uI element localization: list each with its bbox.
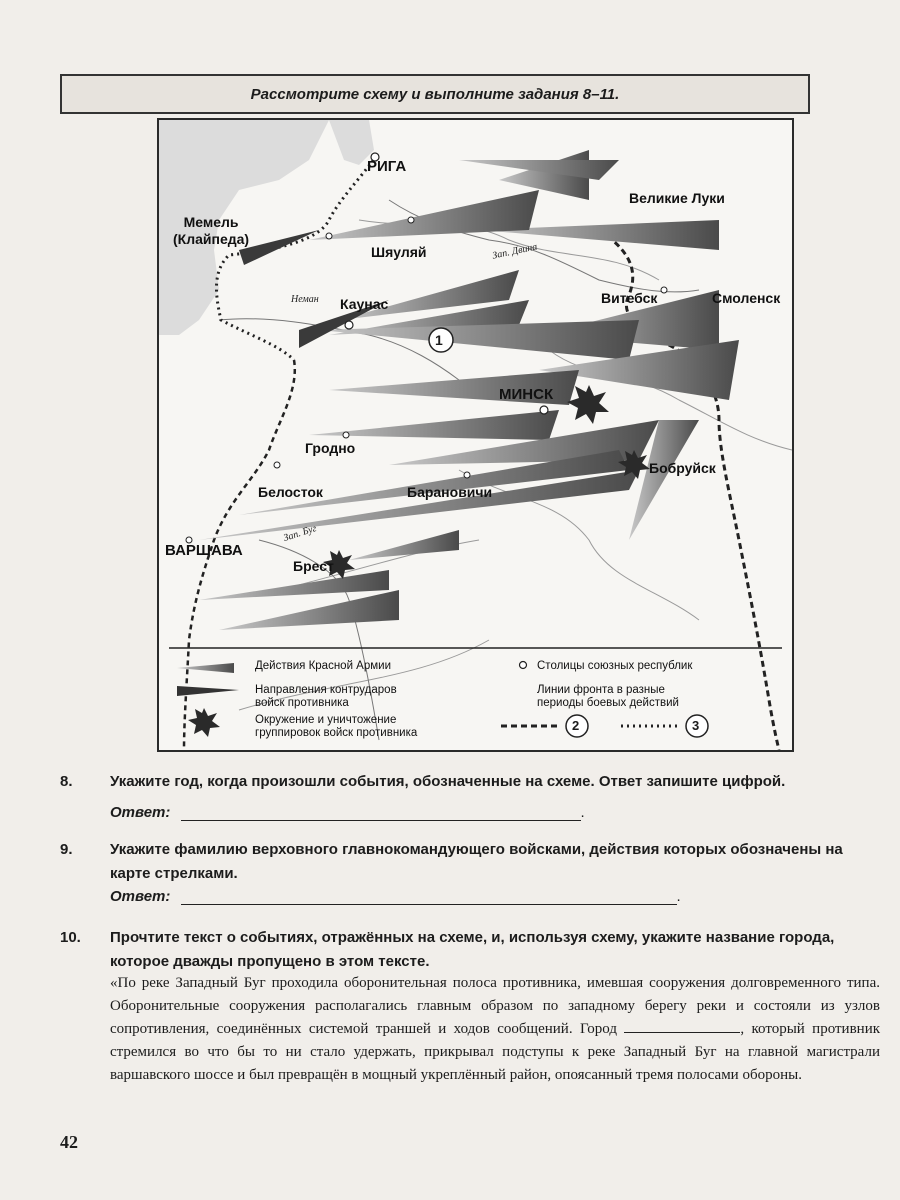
city-velikie-luki: Великие Луки: [629, 190, 725, 206]
red-army-arrows: [199, 150, 739, 630]
answer-9-label: Ответ:: [110, 888, 171, 905]
red-army-arrow: [309, 190, 539, 240]
city-varshava: ВАРШАВА: [165, 542, 243, 559]
city-belostok: Белосток: [258, 484, 323, 500]
capital-markers: [345, 153, 548, 414]
question-9-number: 9.: [60, 841, 73, 858]
question-8-text: Укажите год, когда произошли события, обозначенные на схеме. Ответ запишите цифрой.: [110, 773, 786, 790]
red-army-arrow: [319, 320, 639, 360]
city-dot: [343, 432, 349, 438]
legend-front-lines: Линии фронта в разные периоды боевых действий: [537, 684, 679, 709]
river-label-bug: Зап. Буг: [282, 523, 318, 544]
capital-marker-minsk: [540, 406, 548, 414]
legend-encirclement: Окружение и уничтожение группировок войск противника: [255, 714, 418, 739]
question-9: [60, 838, 860, 886]
quote-part-1: «По реке Западный Буг проходила оборонительная полоса противника, имевшая сооружения долговременного типа. Оборонительные сооружения располагались главным образом по западному берегу реки и состояли из узлов сопротивления, соединённых системой траншей и ходов сообщений. Город: [110, 975, 880, 1037]
answer-8-line[interactable]: [181, 820, 581, 821]
answer-9-end: .: [676, 888, 681, 905]
question-10-text: Прочтите текст о событиях, отражённых на схеме, и, используя схему, укажите название города, которое дважды пропущено в этом тексте.: [110, 929, 835, 970]
city-shiaulyai: Шяуляй: [371, 244, 427, 260]
city-dot: [274, 462, 280, 468]
capital-marker-kaunas: [345, 321, 353, 329]
city-riga: РИГА: [367, 158, 407, 175]
red-army-arrow: [199, 470, 639, 540]
question-8: [60, 770, 860, 794]
city-dot: [464, 472, 470, 478]
city-grodno: Гродно: [305, 440, 356, 456]
answer-8-label: Ответ:: [110, 804, 171, 821]
city-dot: [661, 287, 667, 293]
city-dot: [326, 233, 332, 239]
encirclement-star: [567, 385, 609, 424]
legend-capital-symbol: [520, 662, 527, 669]
city-kaunas: Каунас: [340, 296, 389, 312]
legend-counterattack-symbol: [177, 686, 239, 696]
legend-red-army: Действия Красной Армии: [255, 660, 392, 672]
city-bobruisk: Бобруйск: [649, 460, 716, 476]
river-label-neman: Неман: [291, 294, 319, 305]
legend-encirclement-symbol: [188, 708, 220, 737]
quote-part-2: , который противник стремился во что бы то ни стало удержать, прикрывал подступы к реке Западный Буг на главной магистрали варшавского шоссе и был превращён в мощный укреплённый район, опоясанный тремя полосами обороны.: [110, 1021, 881, 1083]
city-dot: [408, 217, 414, 223]
counterattack-arrow: [239, 230, 319, 265]
city-smolensk: Смоленск: [712, 290, 781, 306]
legend-capitals: Столицы союзных республик: [537, 660, 693, 672]
city-baranovichi: Барановичи: [407, 484, 493, 500]
city-minsk: МИНСК: [499, 386, 554, 403]
task-header-title: Рассмотрите схему и выполните задания 8–11.: [250, 86, 620, 103]
task-header: [60, 74, 810, 114]
red-army-arrow: [349, 530, 459, 560]
question-9-text: Укажите фамилию верховного главнокомандующего войсками, действия которых обозначены на карте стрелками.: [110, 841, 843, 882]
legend-line2-label: 2: [572, 718, 580, 733]
river-label-dvina: Зап. Двина: [491, 241, 539, 262]
battle-map: [157, 118, 794, 752]
question-10-number: 10.: [60, 929, 81, 946]
answer-9-line[interactable]: [181, 904, 677, 905]
question-8-number: 8.: [60, 773, 73, 790]
city-vitebsk: Витебск: [601, 290, 658, 306]
legend-line3-label: 3: [692, 718, 700, 733]
city-memel: Мемель (Клайпеда): [173, 214, 250, 247]
map-graphics: [159, 120, 792, 750]
question-10: [60, 926, 860, 974]
red-army-arrow: [199, 570, 389, 600]
question-10-quote: [110, 972, 880, 1087]
legend-red-army-symbol: [177, 663, 234, 673]
answer-9: [110, 888, 681, 905]
quote-blank[interactable]: [624, 1018, 740, 1033]
answer-8: [110, 804, 585, 821]
legend-counterattacks: Направления контрударов войск противника: [255, 684, 397, 709]
marker-1-label: 1: [435, 332, 443, 348]
city-brest: Брест: [293, 558, 334, 574]
page-number: 42: [60, 1132, 78, 1152]
answer-8-end: .: [580, 804, 585, 821]
